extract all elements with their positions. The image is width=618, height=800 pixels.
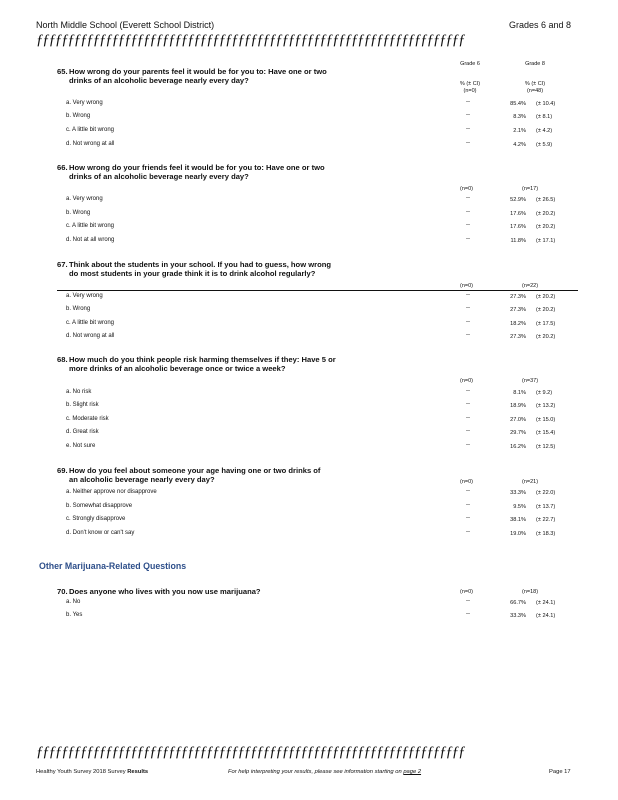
grade8-percent: 18.2% <box>510 321 526 327</box>
grade6-value: -- <box>466 112 470 118</box>
question-text: How do you feel about someone your age having one or two drinks of an alcoholic beverage nearly every day? <box>69 466 321 484</box>
option-label: d. Not wrong at all <box>66 333 115 339</box>
question-number: 68. <box>57 355 68 364</box>
grade8-n: (n=22) <box>522 283 539 289</box>
grade8-percent: 33.3% <box>510 490 526 496</box>
option-label: b. Wrong <box>66 113 91 119</box>
grade6-value: -- <box>466 515 470 521</box>
grade8-percent: 9.5% <box>513 504 526 510</box>
grade8-percent: 52.9% <box>510 197 526 203</box>
grade8-ci: (± 22.0) <box>536 490 556 496</box>
grade8-ci: (± 24.1) <box>536 613 556 619</box>
question-number: 66. <box>57 163 68 172</box>
question-number: 69. <box>57 466 68 475</box>
school-name: North Middle School (Everett School District) <box>36 20 215 30</box>
question-number: 70. <box>57 587 68 596</box>
grade6-value: -- <box>466 488 470 494</box>
grade8-percent: 17.6% <box>510 224 526 230</box>
grade8-n: (n=17) <box>522 186 539 192</box>
grade6-ci-header: % (± CI) <box>459 81 481 87</box>
option-label: d. Don't know or can't say <box>66 530 135 536</box>
grade6-value: -- <box>466 502 470 508</box>
grade8-ci: (± 13.2) <box>536 403 556 409</box>
grade6-title: Grade 6 <box>460 61 480 67</box>
question-number: 65. <box>57 67 68 76</box>
footer-help-text: For help interpreting your results, please see information starting on <box>228 769 402 775</box>
grade8-ci: (± 13.7) <box>536 504 556 510</box>
question-text: Does anyone who lives with you now use marijuana? <box>69 587 261 596</box>
grade8-ci: (± 20.2) <box>536 211 556 217</box>
option-label: a. Very wrong <box>66 196 103 202</box>
option-label: b. Yes <box>66 612 83 618</box>
grade6-value: -- <box>466 529 470 535</box>
footer-results-label: Results <box>127 769 149 775</box>
grade8-ci: (± 5.9) <box>536 142 553 148</box>
grade6-value: -- <box>466 236 470 242</box>
grade8-percent: 85.4% <box>510 101 526 107</box>
grade6-value: -- <box>466 305 470 311</box>
grade6-n: (n=0) <box>460 186 473 192</box>
footer-survey-label: Healthy Youth Survey 2018 Survey <box>36 769 126 775</box>
grade8-ci: (± 24.1) <box>536 600 556 606</box>
option-label: a. Very wrong <box>66 293 103 299</box>
option-label: d. Great risk <box>66 429 99 435</box>
option-label: b. Slight risk <box>66 402 99 408</box>
grade8-percent: 17.6% <box>510 211 526 217</box>
grade8-percent: 38.1% <box>510 517 526 523</box>
grade8-ci: (± 17.1) <box>536 238 556 244</box>
grade6-value: -- <box>466 195 470 201</box>
option-label: e. Not sure <box>66 443 96 449</box>
grade8-percent: 33.3% <box>510 613 526 619</box>
option-label: a. Very wrong <box>66 100 103 106</box>
option-label: d. Not wrong at all <box>66 141 115 147</box>
grade8-n: (n=37) <box>522 378 539 384</box>
grade8-percent: 19.0% <box>510 531 526 537</box>
grade6-value: -- <box>466 292 470 298</box>
option-label: c. A little bit wrong <box>66 127 115 133</box>
option-label: b. Wrong <box>66 306 91 312</box>
footer-help <box>228 769 421 775</box>
grade8-ci: (± 12.5) <box>536 444 556 450</box>
grade8-ci: (± 20.2) <box>536 307 556 313</box>
grade8-ci-header: % (± CI) <box>524 81 546 87</box>
option-label: c. A little bit wrong <box>66 223 115 229</box>
grade6-value: -- <box>466 428 470 434</box>
grade8-percent: 27.0% <box>510 417 526 423</box>
option-label: b. Wrong <box>66 210 91 216</box>
grade8-percent: 8.1% <box>513 390 526 396</box>
grade8-ci: (± 15.4) <box>536 430 556 436</box>
grade6-value: -- <box>466 332 470 338</box>
grade8-n: (n=18) <box>522 589 539 595</box>
grade8-ci: (± 20.2) <box>536 224 556 230</box>
grade8-n: (n=48) <box>526 88 544 94</box>
grade8-ci: (± 26.5) <box>536 197 556 203</box>
grade8-ci: (± 4.2) <box>536 128 553 134</box>
option-label: c. Moderate risk <box>66 416 109 422</box>
grade8-ci: (± 22.7) <box>536 517 556 523</box>
grade6-value: -- <box>466 442 470 448</box>
grade8-percent: 66.7% <box>510 600 526 606</box>
grade8-ci: (± 8.1) <box>536 114 553 120</box>
option-label: c. A little bit wrong <box>66 320 115 326</box>
grade8-ci: (± 15.0) <box>536 417 556 423</box>
question-number: 67. <box>57 260 68 269</box>
grade8-percent: 8.3% <box>513 114 526 120</box>
grade8-percent: 27.3% <box>510 307 526 313</box>
grade6-value: -- <box>466 415 470 421</box>
grade8-ci: (± 10.4) <box>536 101 556 107</box>
grade6-value: -- <box>466 319 470 325</box>
question-text: How much do you think people risk harming themselves if they: Have 5 or more drinks of an alcoholic beverage once or twice a week? <box>69 355 336 373</box>
grade6-n: (n=0) <box>460 378 473 384</box>
grade6-value: -- <box>466 388 470 394</box>
option-label: a. Neither approve nor disapprove <box>66 489 157 495</box>
grade8-ci: (± 20.2) <box>536 294 556 300</box>
grade6-value: -- <box>466 401 470 407</box>
grade6-value: -- <box>466 99 470 105</box>
footer-page-link[interactable]: page 2 <box>403 769 422 775</box>
grade6-value: -- <box>466 611 470 617</box>
page-number: Page 17 <box>549 769 571 775</box>
grade8-percent: 29.7% <box>510 430 526 436</box>
grade8-n: (n=21) <box>522 479 539 485</box>
option-label: d. Not at all wrong <box>66 237 115 243</box>
grade8-percent: 4.2% <box>513 142 526 148</box>
grade8-ci: (± 20.2) <box>536 334 556 340</box>
grade8-percent: 16.2% <box>510 444 526 450</box>
question-text: Think about the students in your school. If you had to guess, how wrong do most students in your grade think it is to drink alcohol regularly? <box>69 260 331 278</box>
grade6-value: -- <box>466 140 470 146</box>
grade6-value: -- <box>466 598 470 604</box>
grade6-value: -- <box>466 222 470 228</box>
grade6-n: (n=0) <box>460 283 473 289</box>
top-rule: ƒƒƒƒƒƒƒƒƒƒƒƒƒƒƒƒƒƒƒƒƒƒƒƒƒƒƒƒƒƒƒƒƒƒƒƒƒƒƒƒƒƒƒƒƒƒƒƒƒƒƒƒƒƒƒƒƒƒƒƒƒƒƒƒƒƒƒƒ <box>36 32 465 48</box>
grade8-ci: (± 9.2) <box>536 390 553 396</box>
divider-line <box>57 290 578 291</box>
option-label: a. No risk <box>66 389 92 395</box>
grade8-title: Grade 8 <box>525 61 545 67</box>
grade8-ci: (± 18.3) <box>536 531 556 537</box>
grade8-percent: 27.3% <box>510 334 526 340</box>
grade8-percent: 2.1% <box>513 128 526 134</box>
option-label: b. Somewhat disapprove <box>66 503 133 509</box>
grade6-value: -- <box>466 209 470 215</box>
grade8-percent: 18.9% <box>510 403 526 409</box>
section-heading: Other Marijuana-Related Questions <box>39 561 187 571</box>
option-label: a. No <box>66 599 81 605</box>
bottom-rule: ƒƒƒƒƒƒƒƒƒƒƒƒƒƒƒƒƒƒƒƒƒƒƒƒƒƒƒƒƒƒƒƒƒƒƒƒƒƒƒƒƒƒƒƒƒƒƒƒƒƒƒƒƒƒƒƒƒƒƒƒƒƒƒƒƒƒƒƒ <box>36 744 465 760</box>
question-text: How wrong do your parents feel it would be for you to: Have one or two drinks of an alcoholic beverage nearly every day? <box>69 67 327 85</box>
grades-label: Grades 6 and 8 <box>509 20 572 30</box>
grade6-value: -- <box>466 126 470 132</box>
option-label: c. Strongly disapprove <box>66 516 126 522</box>
question-text: How wrong do your friends feel it would be for you to: Have one or two drinks of an alcoholic beverage nearly every day? <box>69 163 325 181</box>
footer-survey <box>36 769 148 775</box>
grade6-n: (n=0) <box>463 88 477 94</box>
grade6-n: (n=0) <box>460 479 473 485</box>
grade8-percent: 27.3% <box>510 294 526 300</box>
grade8-ci: (± 17.5) <box>536 321 556 327</box>
grade6-n: (n=0) <box>460 589 473 595</box>
grade8-percent: 11.8% <box>510 238 526 244</box>
